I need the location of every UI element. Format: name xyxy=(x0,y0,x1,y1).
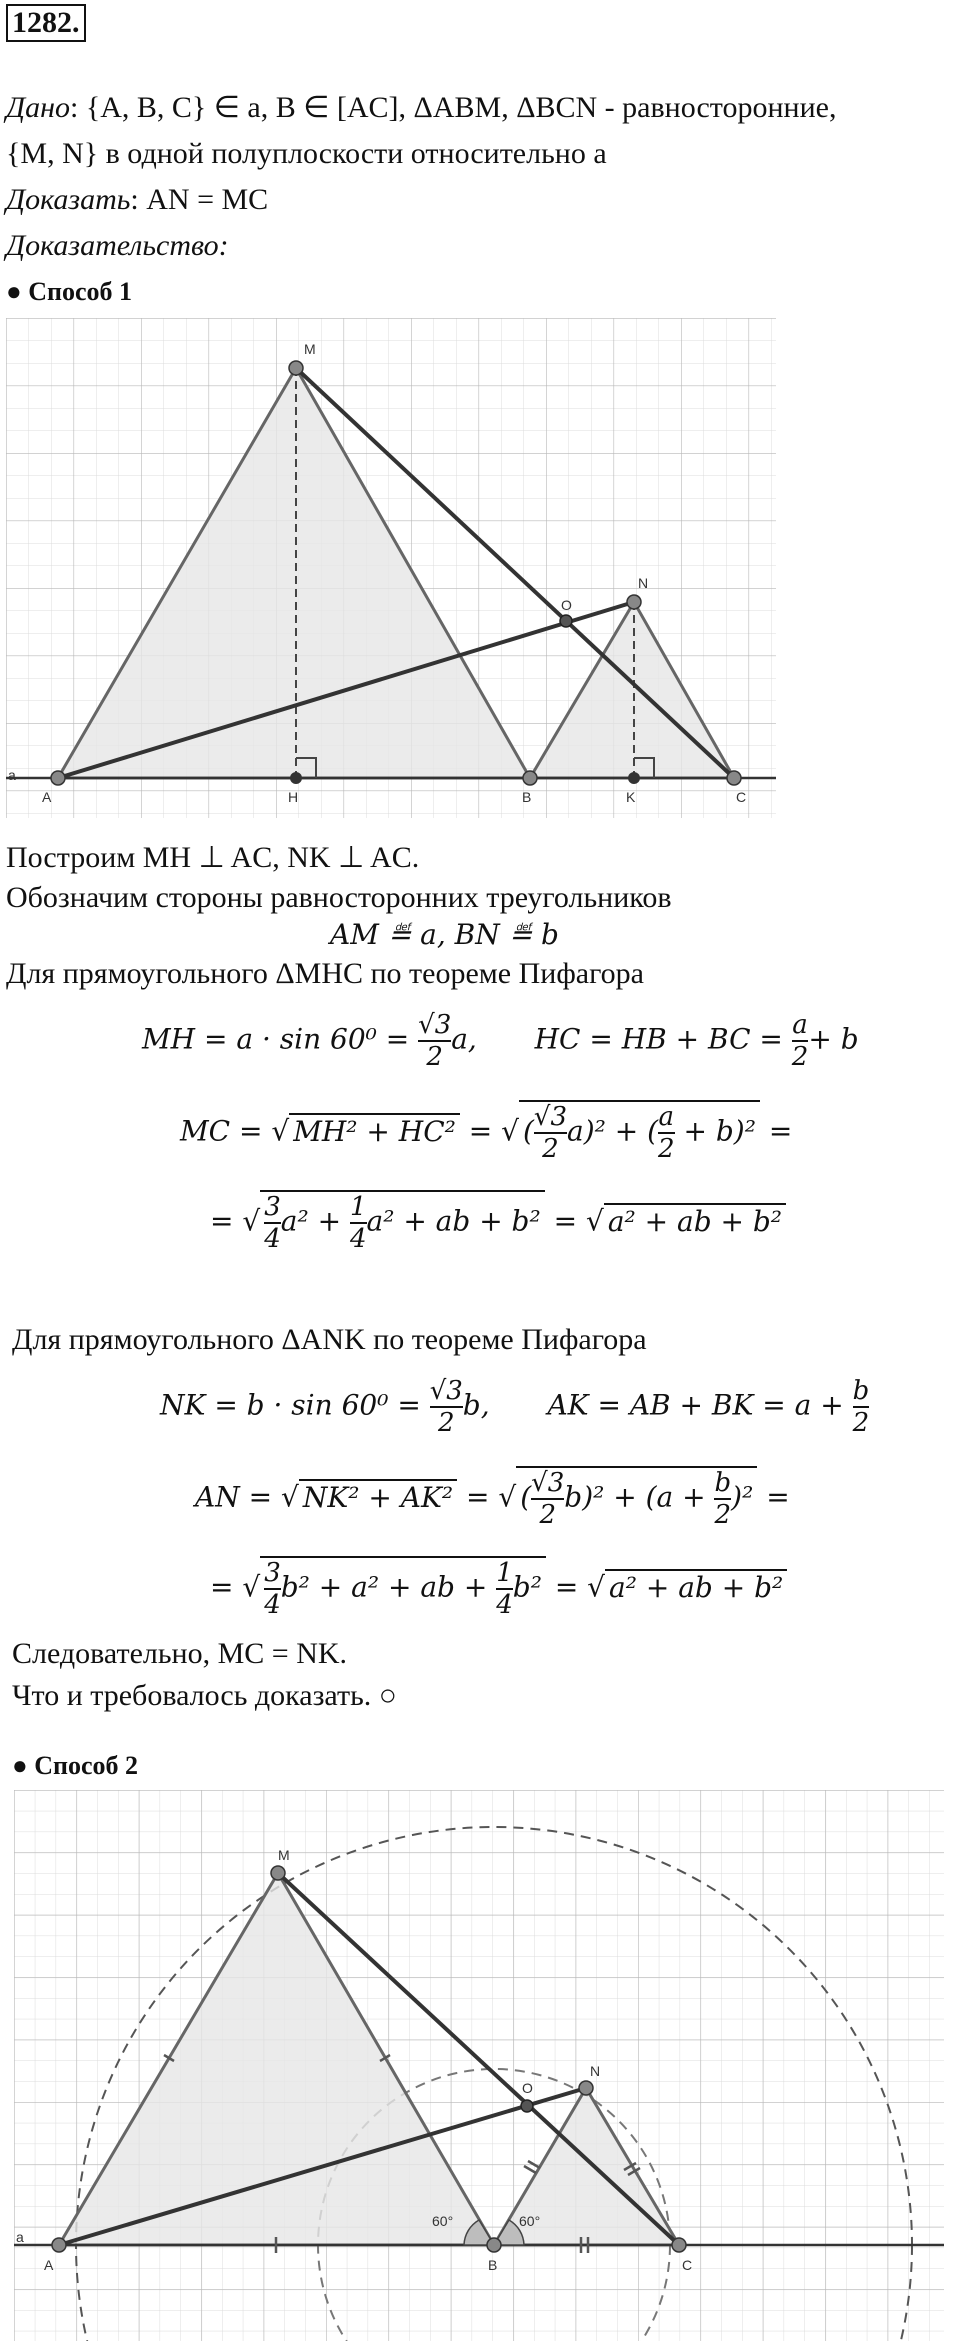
fig2-point-m xyxy=(271,1866,285,1880)
conclusion-line: Следовательно, MC = NK. xyxy=(12,1637,348,1670)
fig1-label-b: B xyxy=(522,789,532,805)
fig2-label-line-a: a xyxy=(16,2229,24,2245)
fig1-point-c xyxy=(727,771,741,785)
eq-4: NK = b · sin 60⁰ = $\frac{√3}{2}$ b, AK = AB + BK = a + $\frac{b}{2}$ xyxy=(160,1376,870,1438)
fig2-label-n: N xyxy=(590,2063,601,2079)
fig1-point-a xyxy=(51,771,65,785)
figure-1 xyxy=(6,318,776,818)
fig1-point-b xyxy=(523,771,537,785)
fig1-point-h xyxy=(290,772,302,784)
fig2-label-c: C xyxy=(682,2257,693,2273)
fig2-point-a xyxy=(52,2238,66,2252)
fig2-label-b: B xyxy=(488,2257,498,2273)
qed-line: Что и требовалось доказать. ○ xyxy=(12,1679,397,1712)
pyth-2-line: Для прямоугольного ΔANK по теореме Пифагора xyxy=(12,1323,647,1356)
prove-line xyxy=(6,182,268,218)
denote-line: Обозначим стороны равносторонних треугольников xyxy=(6,881,672,914)
fig1-point-o xyxy=(560,615,572,627)
prove-text: : AN = MC xyxy=(130,183,269,216)
fig1-label-a: A xyxy=(42,789,52,805)
fig2-point-b xyxy=(487,2238,501,2252)
fig1-point-m xyxy=(289,361,303,375)
fig1-label-line-a: a xyxy=(8,767,16,783)
eq-1: MH = a · sin 60⁰ = $\frac{√3}{2}$ a, HC = HB + BC = $\frac{a}{2}$ + b xyxy=(142,1010,859,1072)
eq-3: = √ $\frac{3}{4}$ a² + $\frac{1}{4}$ a² + ab + b² = √ a² + ab + b² xyxy=(210,1190,786,1254)
build-line: Построим MH ⊥ AC, NK ⊥ AC. xyxy=(6,841,420,874)
fig2-point-o xyxy=(521,2100,533,2112)
fig1-label-o: O xyxy=(561,597,572,613)
fig2-point-c xyxy=(672,2238,686,2252)
fig1-point-n xyxy=(627,595,641,609)
fig1-label-k: K xyxy=(626,789,636,805)
fig1-label-h: H xyxy=(288,789,299,805)
eq-6: = √ $\frac{3}{4}$ b² + a² + ab + $\frac{1}{4}$ b² = √ a² + ab + b² xyxy=(210,1556,787,1620)
fig1-point-k xyxy=(628,772,640,784)
prove-label: Доказать xyxy=(6,183,131,216)
problem-number: 1282. xyxy=(6,4,86,42)
given-text: : {A, B, C} ∈ a, B ∈ [AC], ΔABM, ΔBCN - равносторонние, xyxy=(69,91,837,124)
fig1-label-c: C xyxy=(736,789,747,805)
pyth-1-line: Для прямоугольного ΔMHC по теореме Пифагора xyxy=(6,957,644,990)
eq-5: AN = √ NK² + AK² = √ ( $\frac{√3}{2}$ b)² + (a + $\frac{b}{2}$ )² = xyxy=(195,1468,790,1530)
fig2-angle-2: 60° xyxy=(519,2213,541,2229)
given-label: Дано xyxy=(6,91,70,124)
proof-label: Доказательство: xyxy=(6,229,229,262)
fig2-label-a: A xyxy=(44,2257,54,2273)
method-1-heading: ● Способ 1 xyxy=(6,277,133,306)
defs-line: AM ≝ a, BN ≝ b xyxy=(330,918,559,951)
given-line-2: {M, N} в одной полуплоскости относительно a xyxy=(6,137,607,170)
method-2-heading: ● Способ 2 xyxy=(12,1751,139,1780)
fig1-label-n: N xyxy=(638,575,649,591)
fig2-label-m: M xyxy=(278,1847,290,1863)
fig2-angle-1: 60° xyxy=(432,2213,454,2229)
fig2-label-o: O xyxy=(522,2080,533,2096)
fig2-point-n xyxy=(579,2081,593,2095)
figure-2 xyxy=(14,1790,944,2341)
given-line xyxy=(6,90,836,126)
fig1-label-m: M xyxy=(304,341,316,357)
eq-2: MC = √ MH² + HC² = √ ( $\frac{√3}{2}$ a)² + ( $\frac{a}{2}$ + b)² = xyxy=(180,1102,793,1164)
